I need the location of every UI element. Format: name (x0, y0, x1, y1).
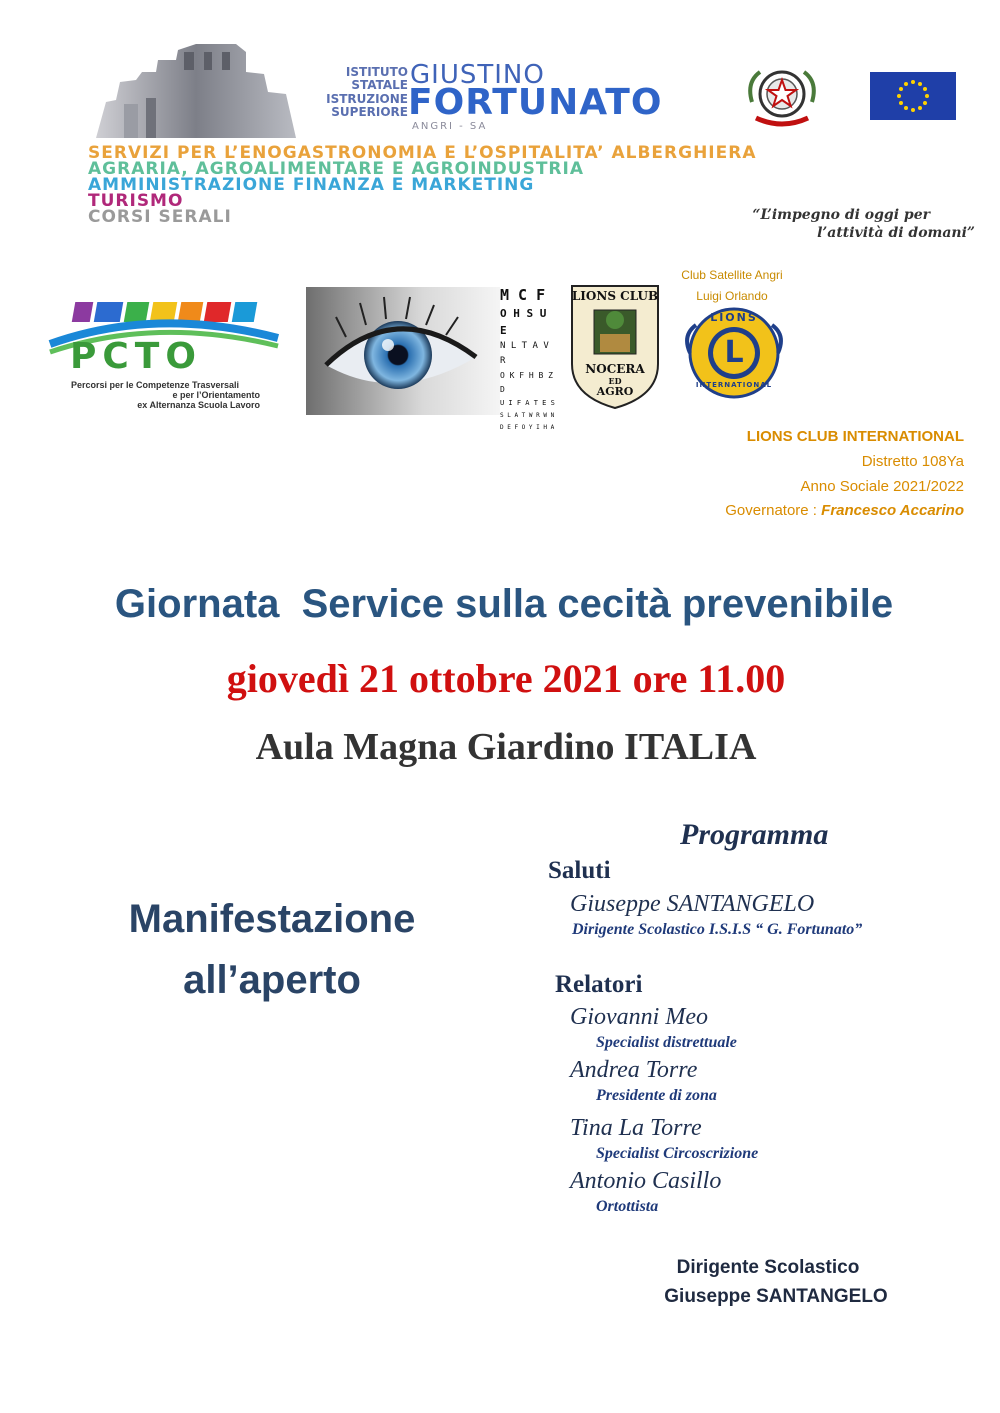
speaker-role: Ortottista (596, 1198, 659, 1215)
greetings-heading: Saluti (548, 857, 611, 884)
eye-chart-row: D E F O Y I H A (500, 424, 555, 431)
lions-social-year: Anno Sociale 2021/2022 (800, 478, 964, 495)
signature-name: Giuseppe SANTANGELO (664, 1286, 888, 1307)
governor-label: Governatore : (725, 502, 822, 519)
eye-chart-row: O H S U E (500, 307, 547, 337)
course-serali: CORSI SERALI (88, 207, 232, 227)
institute-name-last: FORTUNATO (408, 82, 663, 123)
speaker-name: Antonio Casillo (570, 1168, 722, 1194)
event-venue: Aula Magna Giardino ITALIA (255, 726, 757, 768)
eye-photo-icon (306, 287, 500, 415)
institute-prefix-1: ISTITUTO (345, 65, 408, 79)
event-date: giovedì 21 ottobre 2021 ore 11.00 (226, 656, 786, 701)
motto-line-1: “L’impegno di oggi per (752, 207, 930, 223)
course-turismo: TURISMO (88, 191, 184, 211)
italian-republic-emblem-icon (742, 62, 822, 130)
motto-line-2: l’attività di domani” (817, 225, 975, 241)
governor-name: Francesco Accarino (821, 502, 964, 519)
eye-chart-row: M C F (500, 286, 546, 304)
institute-location: ANGRI - SA (412, 121, 488, 132)
lions-nocera-bottom-1: NOCERA (585, 362, 645, 376)
institute-prefix-4: SUPERIORE (331, 105, 408, 119)
signature-title: Dirigente Scolastico (676, 1257, 860, 1278)
lions-emblem-top-label: LIONS (710, 311, 758, 324)
lions-club-nocera-logo (568, 284, 662, 410)
manifestation-line-2: all’aperto (183, 958, 361, 1002)
manifestation-line-1: Manifestazione (128, 897, 416, 941)
pcto-word: PCTO (70, 336, 202, 377)
satellite-club-line-2: Luigi Orlando (696, 289, 768, 303)
speaker-name: Giovanni Meo (570, 1004, 708, 1030)
institute-prefix-3: ISTRUZIONE (326, 92, 408, 106)
speaker-name: Tina La Torre (570, 1115, 702, 1141)
eye-chart-row: U I F A T E S (500, 399, 555, 407)
speaker-name: Andrea Torre (570, 1057, 698, 1083)
pcto-caption-3: ex Alternanza Scuola Lavoro (137, 400, 260, 410)
speaker-role: Presidente di zona (596, 1087, 717, 1104)
school-header (0, 0, 1000, 250)
eye-chart (500, 286, 558, 431)
course-agraria: AGRARIA, AGROALIMENTARE E AGROINDUSTRIA (88, 159, 585, 179)
pcto-caption-1: Percorsi per le Competenze Trasversali (70, 380, 240, 390)
eye-chart-row: S L A T W R W N (500, 412, 555, 419)
pcto-caption-2: e per l’Orientamento (172, 390, 260, 400)
lions-nocera-bottom-2: ED (608, 376, 622, 386)
pcto-logo (46, 298, 284, 413)
satellite-club-line-1: Club Satellite Angri (681, 268, 783, 282)
program-heading: Programma (680, 818, 829, 851)
lions-international-emblem (682, 305, 786, 401)
lions-emblem-bottom-label: INTERNATIONAL (695, 381, 773, 389)
lions-emblem-letter: L (724, 335, 744, 370)
castle-logo-icon (96, 42, 296, 138)
lions-governor (644, 502, 964, 519)
lions-district: Distretto 108Ya (861, 453, 964, 470)
lions-nocera-top-label: LIONS CLUB (571, 289, 659, 303)
lions-nocera-bottom-3: AGRO (596, 385, 634, 398)
eye-chart-row: N L T A V R (500, 341, 549, 366)
greetings-person: Giuseppe SANTANGELO (570, 891, 815, 917)
greetings-role: Dirigente Scolastico I.S.I.S “ G. Fortunato” (572, 921, 863, 938)
eye-chart-row: O K F H B Z D (500, 371, 553, 394)
speakers-heading: Relatori (555, 971, 643, 998)
speaker-role: Specialist Circoscrizione (596, 1145, 759, 1162)
institute-name-first: GIUSTINO (410, 60, 545, 90)
lions-club-title: LIONS CLUB INTERNATIONAL (746, 428, 964, 445)
course-enogastronomia: SERVIZI PER L’ENOGASTRONOMIA E L’OSPITALITA’ ALBERGHIERA (88, 143, 757, 163)
speaker-role: Specialist distrettuale (596, 1034, 737, 1051)
event-title: Giornata Service sulla cecità prevenibile (114, 582, 894, 626)
course-amministrazione: AMMINISTRAZIONE FINANZA E MARKETING (88, 175, 535, 195)
institute-prefix-2: STATALE (351, 78, 408, 92)
eu-flag-icon (870, 72, 956, 120)
